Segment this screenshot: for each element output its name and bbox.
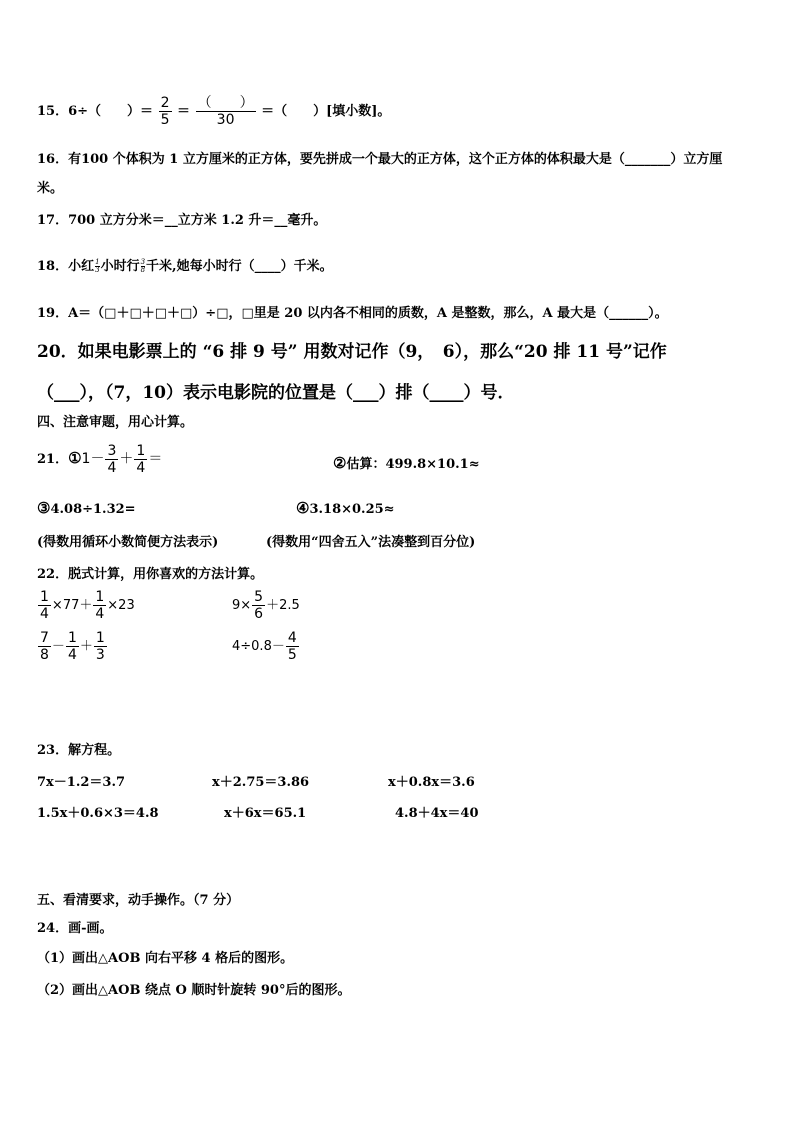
q18-fraction-1: $\frac{1}{3}$	[95, 258, 100, 274]
q21-note-2: (得数用“四舍五入”法凑整到百分位)	[266, 535, 476, 550]
section-4-title: 四、注意审题，用心计算。	[37, 415, 194, 430]
q23-equation: 4.8＋4x＝40	[395, 806, 479, 821]
q24-part-1: （1）画出△AOB 向右平移 4 格后的图形。	[37, 951, 294, 966]
q23-equation: 7x－1.2＝3.7	[37, 775, 126, 790]
question-20-line1: 20．如果电影票上的 “6 排 9 号” 用数对记作（9， 6），那么“20 排 11 号”记作	[37, 342, 667, 362]
q24-part-2: （2）画出△AOB 绕点 O 顺时针旋转 90°后的图形。	[37, 983, 351, 998]
q15-part-a: 6÷（ ）＝	[68, 104, 154, 119]
question-18: 18．小红 $\frac{1}{3}$ 小时行 $\frac{3}{8}$ 千米,她每小时行（____）千米。	[37, 258, 333, 274]
q21-note-1: (得数用循环小数简便方法表示)	[37, 535, 219, 550]
question-16-line1: 16．有100 个体积为 1 立方厘米的正方体，要先拼成一个最大的正方体，这个正方体的体积最大是（_______）立方厘	[37, 152, 723, 167]
q22-title: 22．脱式计算，用你喜欢的方法计算。	[37, 567, 264, 582]
q21-item-1: 21．①1－ $\frac{3}{4}$ ＋ $\frac{1}{4}$ ＝	[37, 443, 163, 476]
q23-equation: x＋2.75＝3.86	[212, 775, 310, 790]
q24-title: 24．画-画。	[37, 921, 113, 936]
question-17: 17．700 立方分米＝__立方米 1.2 升＝__毫升。	[37, 213, 327, 228]
question-19: 19．A＝（□＋□＋□＋□）÷□，□里是 20 以内各不相同的质数，A 是整数，那么，A 最大是（______）。	[37, 306, 668, 321]
q15-part-b: ＝（ ）[填小数]。	[261, 104, 391, 119]
q22-expr-2: 9× $\frac{5}{6}$ ＋2.5	[232, 589, 300, 622]
q18-fraction-2: $\frac{3}{8}$	[140, 258, 146, 274]
q23-title: 23．解方程。	[37, 743, 121, 758]
q15-fraction-1: $\frac{2}{5}$	[160, 95, 170, 128]
q23-equation: x＋0.8x＝3.6	[388, 775, 475, 790]
q22-expr-4: 4÷0.8－ $\frac{4}{5}$	[232, 630, 297, 663]
q22-expr-3: $\frac{7}{8}$ － $\frac{1}{4}$ ＋ $\frac{1}{3}$	[40, 630, 105, 663]
q21-item-3: ③4.08÷1.32=	[37, 499, 136, 517]
q22-expr-1: $\frac{1}{4}$ ×77＋ $\frac{1}{4}$ ×23	[40, 589, 135, 622]
circled-4-icon: ④	[296, 499, 310, 517]
circled-3-icon: ③	[37, 499, 51, 517]
section-5-title: 五、看清要求，动手操作。（7 分）	[37, 893, 240, 908]
q21-item-2: ②估算：499.8×10.1≈	[333, 454, 480, 472]
circled-2-icon: ②	[333, 454, 347, 472]
q15-fraction-2: $\frac{( )}{30}$	[197, 95, 254, 128]
q23-equation: 1.5x＋0.6×3＝4.8	[37, 806, 159, 821]
question-16-line2: 米。	[37, 181, 64, 196]
question-20-line2: （___），（7，10）表示电影院的位置是（___）排（____）号．	[37, 383, 515, 403]
question-15: 15．6÷（ ）＝ $\frac{2}{5}$ ＝ $\frac{( )}{30}$ ＝（ ）[填小数]。	[37, 95, 391, 128]
q21-item-4: ④3.18×0.25≈	[296, 499, 395, 517]
q15-number: 15．	[37, 104, 69, 119]
circled-1-icon: ①	[68, 449, 82, 467]
q23-equation: x＋6x＝65.1	[224, 806, 307, 821]
